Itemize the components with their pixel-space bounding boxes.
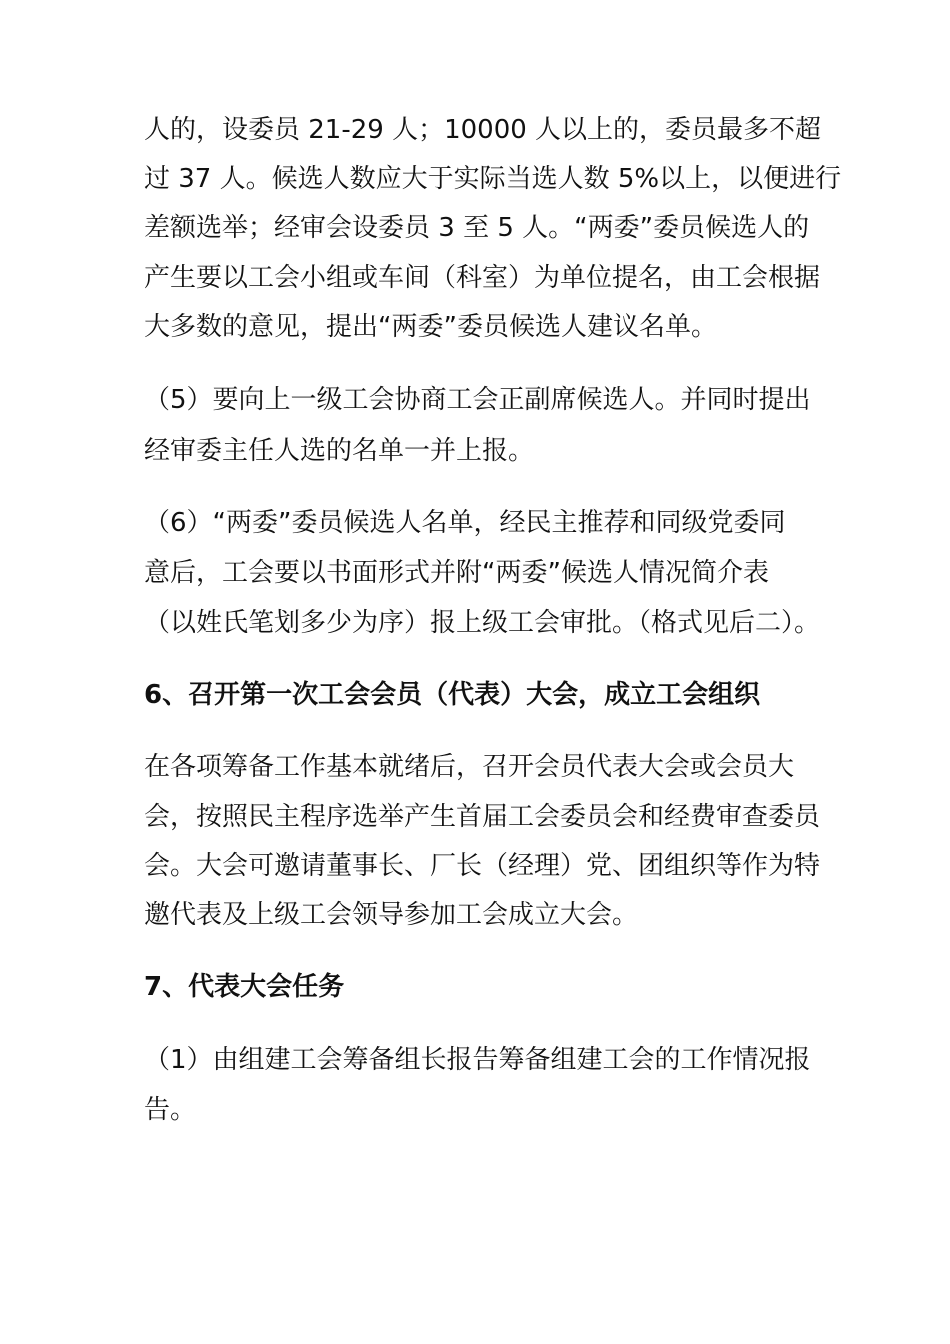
section-heading: 7、代表大会任务	[144, 972, 345, 1002]
body-text-line: 意后，工会要以书面形式并附“两委”候选人情况简介表	[144, 558, 769, 588]
body-text-line: （以姓氏笔划多少为序）报上级工会审批。（格式见后二）。	[144, 608, 821, 638]
body-text-line: 经审委主任人选的名单一并上报。	[144, 436, 535, 466]
body-text-line: 产生要以工会小组或车间（科室）为单位提名，由工会根据	[144, 263, 821, 293]
body-text-line: 人的，设委员 21-29 人；10000 人以上的，委员最多不超	[144, 115, 822, 145]
body-text-line: 会，按照民主程序选举产生首届工会委员会和经费审查委员	[144, 802, 821, 832]
body-text-line: （5）要向上一级工会协商工会正副席候选人。并同时提出	[144, 385, 811, 415]
body-text-line: 过 37 人。候选人数应大于实际当选人数 5%以上，以便进行	[144, 164, 842, 194]
body-text-line: （1）由组建工会筹备组长报告筹备组建工会的工作情况报	[144, 1045, 811, 1075]
body-text-line: 大多数的意见，提出“两委”委员候选人建议名单。	[144, 312, 717, 342]
body-text-line: 会。大会可邀请董事长、厂长（经理）党、团组织等作为特	[144, 851, 821, 881]
body-text-line: 邀代表及上级工会领导参加工会成立大会。	[144, 900, 639, 930]
body-text-line: 告。	[144, 1095, 197, 1125]
body-text-line: （6）“两委”委员候选人名单，经民主推荐和同级党委同	[144, 508, 786, 538]
section-heading: 6、召开第一次工会会员（代表）大会，成立工会组织	[144, 680, 761, 710]
body-text-line: 差额选举；经审会设委员 3 至 5 人。“两委”委员候选人的	[144, 213, 810, 243]
body-text-line: 在各项筹备工作基本就绪后，召开会员代表大会或会员大	[144, 752, 795, 782]
